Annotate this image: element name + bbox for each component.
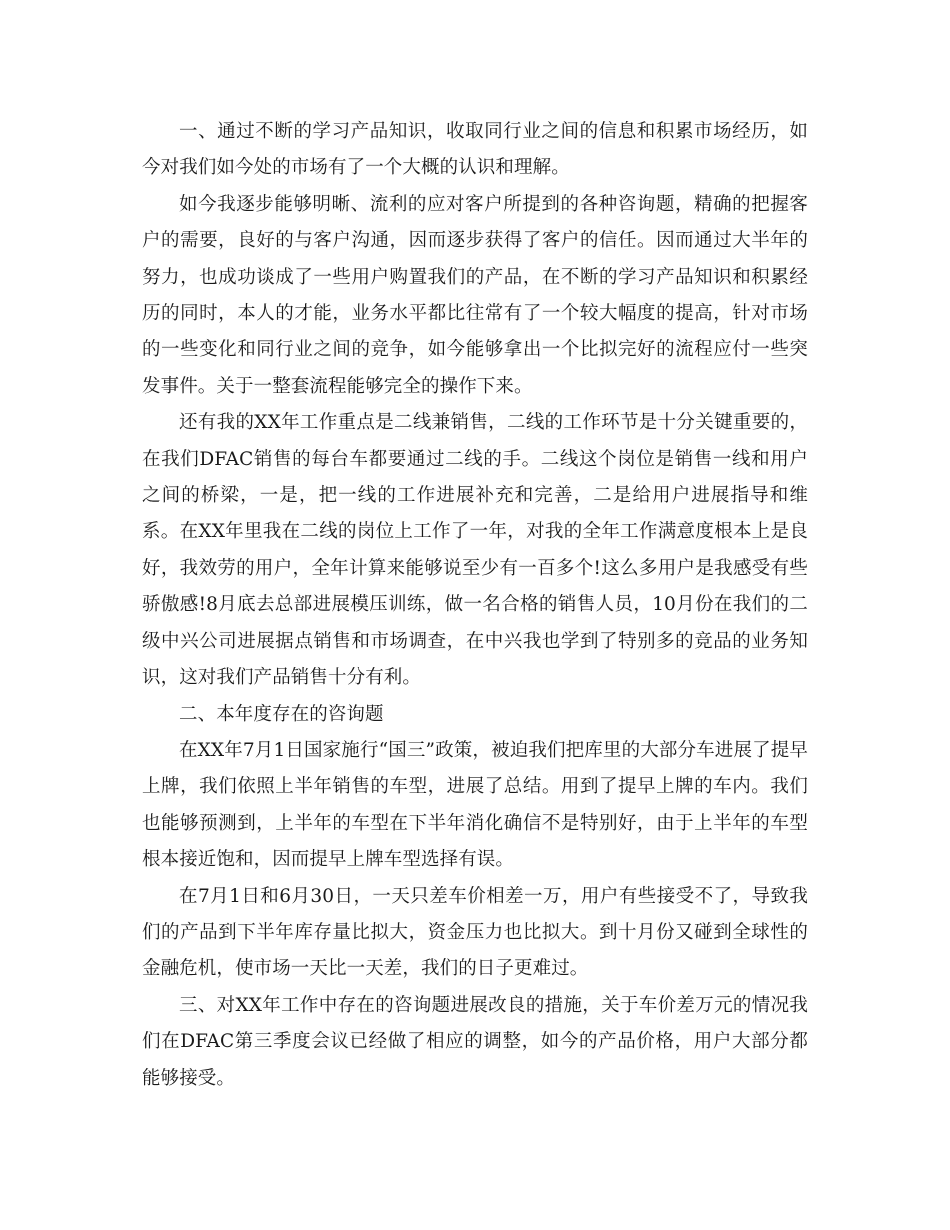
paragraph-national-three-policy: 在XX年7月1日国家施行“国三”政策，被迫我们把库里的大部分车进展了提早上牌，我们依照上半年销售的车型，进展了总结。用到了提早上牌的车内。我们也能够预测到，上半年的车型在下半年消化确信不是特别好，由于上半年的车型根本接近饱和，因而提早上牌车型选择有误。 [142,739,808,871]
paragraph-improvement-measures: 三、对XX年工作中存在的咨询题进展改良的措施，关于车价差万元的情况我们在DFAC第三季度会议已经做了相应的调整，如今的产品价格，用户大部分都能够接受。 [142,994,808,1089]
paragraph-second-line-work: 还有我的XX年工作重点是二线兼销售，二线的工作环节是十分关键重要的，在我们DFAC销售的每台车都要通过二线的手。二线这个岗位是销售一线和用户之间的桥梁，一是，把一线的工作进展补充和完善，二是给用户进展指导和维系。在XX年里我在二线的岗位上工作了一年，对我的全年工作满意度根本上是良好，我效劳的用户，全年计算来能够说至少有一百多个!这么多用户是我感受有些骄傲感!8月底去总部进展模压训练，做一名合格的销售人员，10月份在我们的二级中兴公司进展据点销售和市场调查，在中兴我也学到了特别多的竞品的业务知识，这对我们产品销售十分有利。 [142,412,808,689]
paragraph-intro-learning: 一、通过不断的学习产品知识，收取同行业之间的信息和积累市场经历，如今对我们如今处的市场有了一个大概的认识和理解。 [142,121,808,179]
paragraph-price-difference: 在7月1日和6月30日，一天只差车价相差一万，用户有些接受不了，导致我们的产品到下半年库存量比拟大，资金压力也比拟大。到十月份又碰到全球性的金融危机，使市场一天比一天差，我们的日子更难过。 [142,885,808,980]
document-body [142,114,808,1097]
section-heading-problems: 二、本年度存在的咨询题 [179,703,384,725]
paragraph-customer-communication: 如今我逐步能够明晰、流利的应对客户所提到的各种咨询题，精确的把握客户的需要，良好的与客户沟通，因而逐步获得了客户的信任。因而通过大半年的努力，也成功谈成了一些用户购置我们的产品，在不断的学习产品知识和积累经历的同时，本人的才能，业务水平都比往常有了一个较大幅度的提高，针对市场的一些变化和同行业之间的竞争，如今能够拿出一个比拟完好的流程应付一些突发事件。关于一整套流程能够完全的操作下来。 [142,193,808,397]
